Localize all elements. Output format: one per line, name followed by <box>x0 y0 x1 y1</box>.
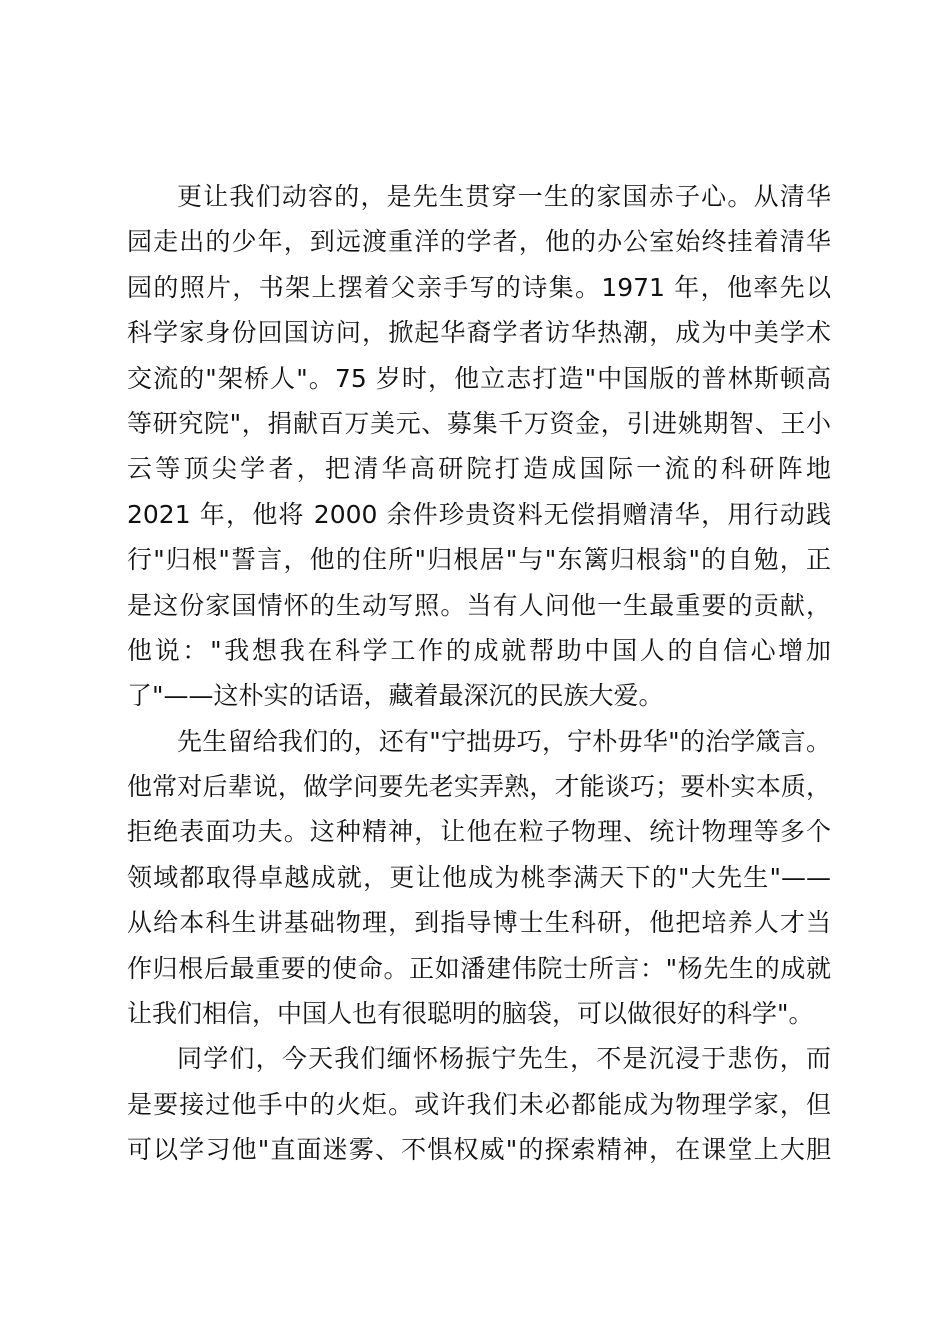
paragraph-2 <box>127 719 831 1037</box>
paragraph-line: 可以学习他"直面迷雾、不惧权威"的探索精神，在课堂上大胆 <box>127 1135 831 1165</box>
paragraph-line: 他常对后辈说，做学问要先老实弄熟，才能谈巧；要朴实本质， <box>127 772 831 802</box>
paragraph-line: 园的照片，书架上摆着父亲手写的诗集。1971 年，他率先以 <box>127 272 831 302</box>
document-body <box>127 174 831 1173</box>
paragraph-line: 是要接过他手中的火炬。或许我们未必都能成为物理学家，但 <box>127 1089 831 1119</box>
paragraph-3 <box>127 1036 831 1172</box>
paragraph-line: 同学们，今天我们缅怀杨振宁先生，不是沉浸于悲伤，而 <box>177 1044 831 1074</box>
paragraph-line: 先生留给我们的，还有"宁拙毋巧，宁朴毋华"的治学箴言。 <box>177 726 831 756</box>
paragraph-line: 作归根后最重要的使命。正如潘建伟院士所言："杨先生的成就 <box>127 953 831 983</box>
paragraph-line: 交流的"架桥人"。75 岁时，他立志打造"中国版的普林斯顿高 <box>127 363 831 393</box>
paragraph-line: 让我们相信，中国人也有很聪明的脑袋，可以做很好的科学"。 <box>127 999 814 1029</box>
paragraph-line: 从给本科生讲基础物理，到指导博士生科研，他把培养人才当 <box>127 908 831 938</box>
paragraph-1 <box>127 174 831 719</box>
paragraph-line: 行"归根"誓言，他的住所"归根居"与"东篱归根翁"的自勉，正 <box>127 545 831 575</box>
paragraph-line: 了"——这朴实的话语，藏着最深沉的民族大爱。 <box>127 681 664 711</box>
paragraph-line: 2021 年，他将 2000 余件珍贵资料无偿捐赠清华，用行动践 <box>127 499 831 529</box>
paragraph-line: 拒绝表面功夫。这种精神，让他在粒子物理、统计物理等多个 <box>127 817 831 847</box>
paragraph-line: 科学家身份回国访问，掀起华裔学者访华热潮，成为中美学术 <box>127 318 831 348</box>
paragraph-line: 等研究院"，捐献百万美元、募集千万资金，引进姚期智、王小 <box>127 408 831 438</box>
paragraph-line: 他说："我想我在科学工作的成就帮助中国人的自信心增加 <box>127 635 831 665</box>
paragraph-line: 领域都取得卓越成就，更让他成为桃李满天下的"大先生"—— <box>127 862 831 892</box>
paragraph-line: 云等顶尖学者，把清华高研院打造成国际一流的科研阵地 <box>127 454 831 484</box>
paragraph-line: 园走出的少年，到远渡重洋的学者，他的办公室始终挂着清华 <box>127 227 831 257</box>
paragraph-line: 更让我们动容的，是先生贯穿一生的家国赤子心。从清华 <box>177 182 831 211</box>
paragraph-line: 是这份家国情怀的生动写照。当有人问他一生最重要的贡献， <box>127 590 831 620</box>
